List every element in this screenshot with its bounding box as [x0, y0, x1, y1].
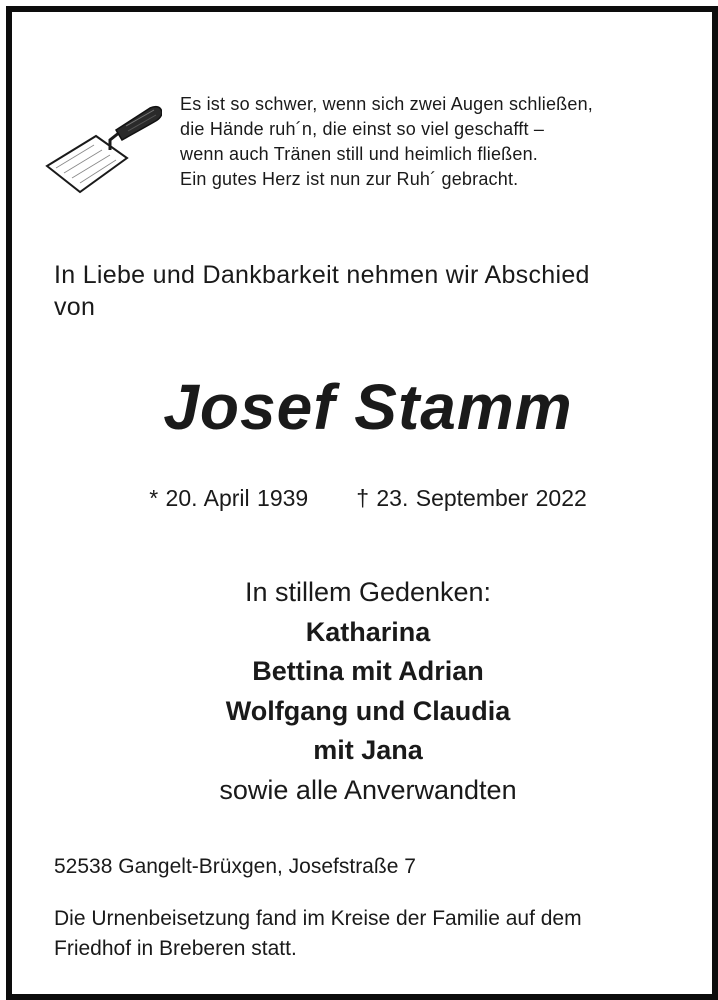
mourners-block: [12, 573, 718, 810]
poem-line: wenn auch Tränen still und heimlich fließen.: [180, 144, 538, 164]
poem-line: die Hände ruh´n, die einst so viel geschafft –: [180, 119, 545, 139]
birth-date: * 20. April 1939: [149, 485, 309, 511]
mourners-closing: sowie alle Anverwandten: [219, 774, 517, 805]
deceased-name: Josef Stamm: [163, 371, 573, 443]
poem-line: Ein gutes Herz ist nun zur Ruh´ gebracht.: [180, 169, 519, 189]
death-date: † 23. September 2022: [356, 485, 587, 511]
farewell-intro: [54, 259, 684, 323]
burial-line: Friedhof in Breberen statt.: [54, 937, 297, 960]
obituary-card: [6, 6, 718, 1000]
burial-notice: [54, 904, 694, 964]
intro-line: In Liebe und Dankbarkeit nehmen wir Abschied: [54, 261, 590, 289]
intro-line: von: [54, 293, 96, 321]
trowel-icon: [42, 100, 162, 195]
mourners-heading: In stillem Gedenken:: [244, 577, 492, 607]
poem: [180, 92, 593, 192]
poem-line: Es ist so schwer, wenn sich zwei Augen schließen,: [180, 94, 593, 114]
burial-line: Die Urnenbeisetzung fand im Kreise der Familie auf dem: [54, 907, 582, 930]
mourner-name: mit Jana: [313, 735, 423, 765]
life-dates: [12, 485, 718, 512]
mourner-name: Bettina mit Adrian: [252, 656, 484, 686]
mourner-name: Wolfgang und Claudia: [225, 695, 511, 726]
mourner-name: Katharina: [305, 616, 431, 647]
address: 52538 Gangelt-Brüxgen, Josefstraße 7: [54, 855, 416, 878]
